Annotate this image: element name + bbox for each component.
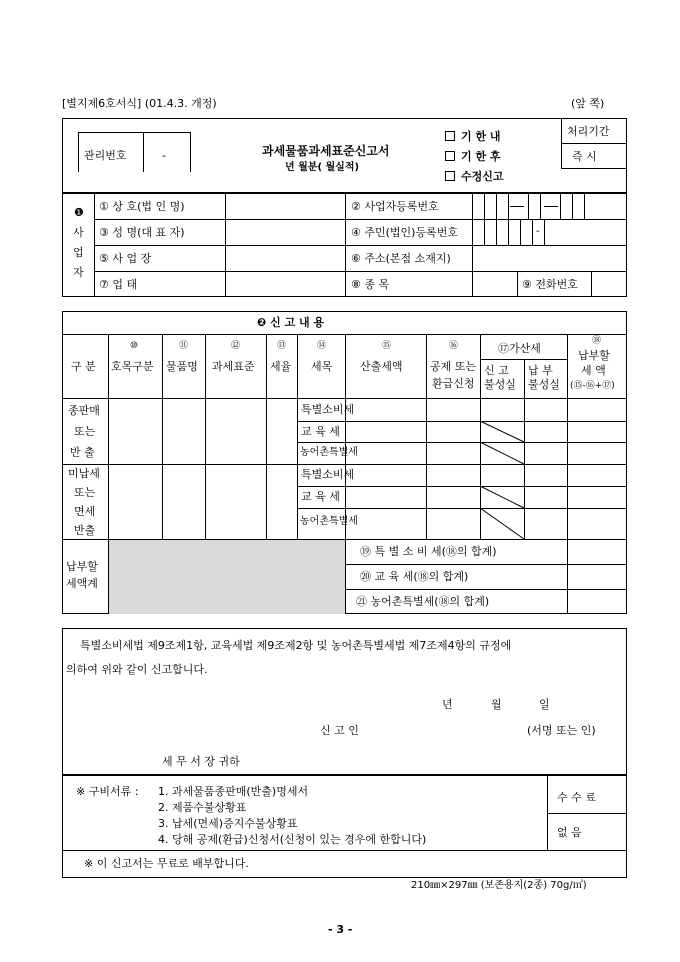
col-13: 세율 [270, 360, 292, 373]
report-section-title: ❷ 신 고 내 용 [257, 316, 325, 329]
form-title: 과세물품과세표준신고서 [262, 144, 390, 158]
option-on-time[interactable]: 기 한 내 [445, 131, 501, 142]
processing-label: 처리기간 [567, 125, 610, 138]
option-amended[interactable]: 수정신고 [445, 171, 504, 182]
paper-spec: 210㎜×297㎜ (보존용지(2종) 70g/㎡) [411, 880, 587, 891]
col-15: 산출세액 [360, 360, 403, 373]
group2-line4: 반출 [74, 524, 96, 537]
item-label: ⑧ 종 목 [351, 278, 390, 291]
docs-label: ※ 구비서류 : [76, 785, 139, 798]
report-period: 년 월분( 월실적) [285, 162, 360, 173]
declaration-text-1: 특별소비세법 제9조제1항, 교육세법 제9조제2항 및 농어촌특별세법 제7조제4항의 규정에 [80, 639, 512, 652]
doc-3: 3. 납세(면세)증지수불상황표 [158, 817, 298, 830]
signature-label: (서명 또는 인) [527, 724, 596, 737]
col-12: 과세표준 [212, 360, 255, 373]
col-16-b: 환급신청 [432, 377, 475, 390]
trade-name-label: ① 상 호(법 인 명) [99, 200, 185, 213]
col-16-a: 공제 또는 [430, 360, 477, 373]
col-10: 호목구분 [111, 360, 154, 373]
col-15-num: ⑮ [382, 341, 392, 351]
resident-dash: - [536, 226, 540, 237]
total-label-2: 세액계 [66, 577, 98, 590]
resident-no-label: ④ 주민(법인)등록번호 [351, 226, 458, 239]
group2-line1: 미납세 [68, 467, 100, 480]
option-late[interactable]: 기 한 후 [445, 151, 501, 162]
doc-4: 4. 당해 공제(환급)신청서(신청이 있는 경우에 한합니다) [158, 833, 427, 846]
fee-label: 수 수 료 [557, 791, 596, 804]
reporter-label: 신 고 인 [320, 724, 359, 737]
place-label: ⑤ 사 업 장 [99, 252, 152, 265]
g1-tax-special: 특별소비세 [301, 403, 355, 416]
group1-line3: 반 출 [70, 446, 95, 459]
doc-2: 2. 제품수불상황표 [158, 801, 247, 814]
g2-tax-special: 특별소비세 [301, 468, 355, 481]
business-side-label-3: 자 [73, 266, 84, 279]
name-label: ③ 성 명(대 표 자) [99, 226, 185, 239]
form-id: [별지제6호서식] (01.4.3. 개정) [62, 97, 217, 110]
phone-label: ⑨ 전화번호 [522, 278, 578, 291]
date-year: 년 [442, 698, 453, 711]
col-17a-2: 불성실 [484, 378, 516, 391]
col-17a-1: 신 고 [484, 364, 509, 377]
business-side-label-1: 사 [73, 226, 84, 239]
total-special: ⑲ 특 별 소 비 세(⑱의 합계) [360, 545, 497, 558]
col-11: 물품명 [166, 360, 198, 373]
section-1-marker: ❶ [74, 206, 84, 219]
processing-value: 즉 시 [572, 150, 597, 163]
col-18-b: 세 액 [581, 364, 606, 377]
business-type-label: ⑦ 업 태 [99, 278, 138, 291]
col-18-c: (⑮-⑯+⑰) [570, 381, 615, 391]
group1-line1: 종판매 [68, 404, 100, 417]
group1-line2: 또는 [74, 425, 96, 438]
declaration-text-2: 의하여 위와 같이 신고합니다. [66, 663, 208, 676]
business-side-label-2: 업 [73, 246, 84, 259]
reg-no-label: ② 사업자등록번호 [351, 200, 439, 213]
group2-line2: 또는 [74, 486, 96, 499]
col-18-num: ⑱ [592, 336, 602, 346]
col-division: 구 분 [71, 360, 96, 373]
g2-tax-education: 교 육 세 [301, 490, 340, 503]
col-12-num: ⑫ [231, 341, 241, 351]
total-rural: ㉑ 농어촌특별세(⑱의 합계) [356, 595, 490, 608]
col-14-num: ⑭ [317, 341, 327, 351]
doc-1: 1. 과세물품종판매(반출)명세서 [158, 785, 309, 798]
col-10-num: ⑩ [130, 341, 139, 351]
page-side: (앞 쪽) [571, 97, 605, 110]
total-label-1: 납부할 [66, 560, 98, 573]
mgmt-label: 관리번호 [84, 149, 127, 162]
date-day: 일 [539, 698, 550, 711]
free-note: ※ 이 신고서는 무료로 배부합니다. [84, 857, 249, 870]
total-education: ⑳ 교 육 세(⑱의 합계) [360, 570, 469, 583]
g1-tax-rural: 농어촌특별세 [300, 447, 358, 458]
col-18-a: 납부할 [578, 349, 610, 362]
fee-value: 없 음 [557, 826, 582, 839]
col-16-num: ⑯ [449, 341, 459, 351]
page-number: - 3 - [328, 923, 353, 936]
date-month: 월 [491, 698, 502, 711]
g1-tax-education: 교 육 세 [301, 425, 340, 438]
col-11-num: ⑪ [179, 341, 189, 351]
g2-tax-rural: 농어촌특별세 [300, 516, 358, 527]
col-17b-2: 불성실 [528, 378, 560, 391]
col-17: ⑰가산세 [498, 342, 541, 355]
addressee: 세 무 서 장 귀하 [162, 755, 240, 768]
mgmt-value: - [162, 149, 166, 162]
col-13-num: ⑬ [277, 341, 287, 351]
col-14: 세목 [311, 360, 333, 373]
address-label: ⑥ 주소(본점 소재지) [351, 252, 451, 265]
group2-line3: 면세 [74, 505, 96, 518]
col-17b-1: 납 부 [528, 364, 553, 377]
